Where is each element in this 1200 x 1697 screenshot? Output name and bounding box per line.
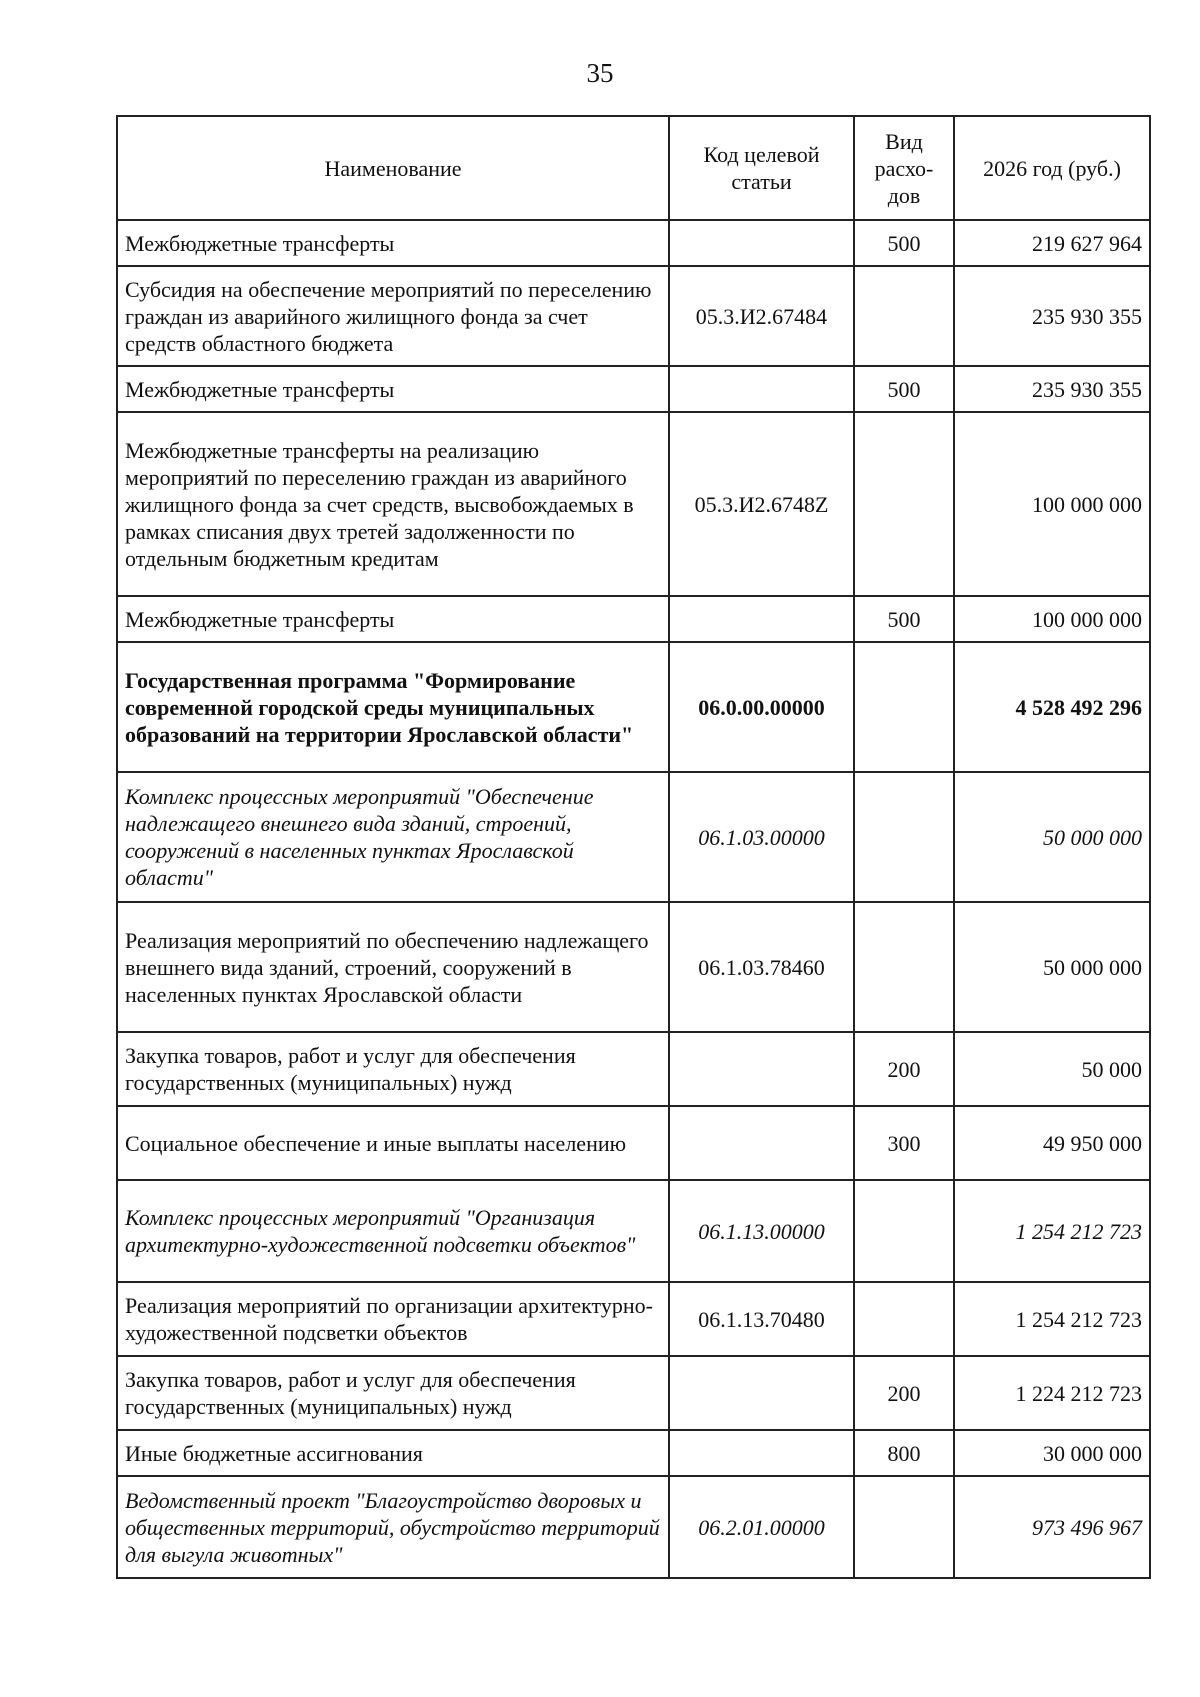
table-row bbox=[117, 1180, 1150, 1282]
cell-sum: 49 950 000 bbox=[954, 1106, 1150, 1180]
cell-sum: 219 627 964 bbox=[954, 220, 1150, 266]
table-row bbox=[117, 1476, 1150, 1578]
cell-kind: 800 bbox=[854, 1430, 954, 1476]
table-row bbox=[117, 1032, 1150, 1106]
cell-code: 05.3.И2.67484 bbox=[669, 266, 854, 366]
table-row bbox=[117, 642, 1150, 772]
table-row bbox=[117, 1106, 1150, 1180]
cell-code: 05.3.И2.6748Z bbox=[669, 412, 854, 596]
table-row bbox=[117, 266, 1150, 366]
cell-sum: 50 000 000 bbox=[954, 772, 1150, 902]
cell-name: Реализация мероприятий по обеспечению надлежащего внешнего вида зданий, строений, сооружений в населенных пунктах Ярославской области bbox=[117, 902, 669, 1032]
cell-code bbox=[669, 366, 854, 412]
table-row bbox=[117, 366, 1150, 412]
cell-name: Субсидия на обеспечение мероприятий по переселению граждан из аварийного жилищного фонда за счет средств областного бюджета bbox=[117, 266, 669, 366]
cell-kind: 500 bbox=[854, 596, 954, 642]
cell-name: Закупка товаров, работ и услуг для обеспечения государственных (муниципальных) нужд bbox=[117, 1356, 669, 1430]
cell-kind bbox=[854, 772, 954, 902]
header-name: Наименование bbox=[117, 116, 669, 220]
cell-sum: 100 000 000 bbox=[954, 596, 1150, 642]
cell-sum: 1 224 212 723 bbox=[954, 1356, 1150, 1430]
cell-kind bbox=[854, 412, 954, 596]
cell-code: 06.1.13.70480 bbox=[669, 1282, 854, 1356]
cell-sum: 973 496 967 bbox=[954, 1476, 1150, 1578]
table-row bbox=[117, 596, 1150, 642]
cell-sum: 4 528 492 296 bbox=[954, 642, 1150, 772]
cell-name: Закупка товаров, работ и услуг для обеспечения государственных (муниципальных) нужд bbox=[117, 1032, 669, 1106]
cell-name: Межбюджетные трансферты bbox=[117, 596, 669, 642]
cell-kind: 300 bbox=[854, 1106, 954, 1180]
cell-kind bbox=[854, 266, 954, 366]
cell-name: Социальное обеспечение и иные выплаты населению bbox=[117, 1106, 669, 1180]
header-kind: Вид расхо- дов bbox=[854, 116, 954, 220]
cell-code bbox=[669, 220, 854, 266]
cell-name: Иные бюджетные ассигнования bbox=[117, 1430, 669, 1476]
cell-code bbox=[669, 1430, 854, 1476]
cell-sum: 1 254 212 723 bbox=[954, 1180, 1150, 1282]
cell-kind bbox=[854, 642, 954, 772]
cell-kind bbox=[854, 1476, 954, 1578]
cell-code: 06.1.03.00000 bbox=[669, 772, 854, 902]
cell-kind: 500 bbox=[854, 366, 954, 412]
header-sum: 2026 год (руб.) bbox=[954, 116, 1150, 220]
cell-code bbox=[669, 1106, 854, 1180]
table-header bbox=[117, 116, 1150, 220]
cell-code: 06.1.13.00000 bbox=[669, 1180, 854, 1282]
table-row bbox=[117, 412, 1150, 596]
cell-code: 06.0.00.00000 bbox=[669, 642, 854, 772]
cell-name: Реализация мероприятий по организации архитектурно-художественной подсветки объектов bbox=[117, 1282, 669, 1356]
cell-name: Межбюджетные трансферты bbox=[117, 220, 669, 266]
cell-kind: 500 bbox=[854, 220, 954, 266]
table-row bbox=[117, 1430, 1150, 1476]
cell-code: 06.2.01.00000 bbox=[669, 1476, 854, 1578]
cell-kind: 200 bbox=[854, 1356, 954, 1430]
cell-sum: 50 000 bbox=[954, 1032, 1150, 1106]
cell-name: Комплекс процессных мероприятий "Организация архитектурно-художественной подсветки объектов" bbox=[117, 1180, 669, 1282]
table-row bbox=[117, 1282, 1150, 1356]
table-row bbox=[117, 220, 1150, 266]
cell-sum: 50 000 000 bbox=[954, 902, 1150, 1032]
cell-kind bbox=[854, 1180, 954, 1282]
cell-name: Комплекс процессных мероприятий "Обеспечение надлежащего внешнего вида зданий, строений, сооружений в населенных пунктах Ярославской области" bbox=[117, 772, 669, 902]
cell-name: Государственная программа "Формирование современной городской среды муниципальных образований на территории Ярославской области" bbox=[117, 642, 669, 772]
cell-name: Ведомственный проект "Благоустройство дворовых и общественных территорий, обустройство территорий для выгула животных" bbox=[117, 1476, 669, 1578]
cell-kind: 200 bbox=[854, 1032, 954, 1106]
table-body bbox=[117, 220, 1150, 1578]
cell-code bbox=[669, 596, 854, 642]
table-row bbox=[117, 1356, 1150, 1430]
cell-sum: 235 930 355 bbox=[954, 366, 1150, 412]
cell-kind bbox=[854, 1282, 954, 1356]
table-row bbox=[117, 772, 1150, 902]
cell-name: Межбюджетные трансферты bbox=[117, 366, 669, 412]
cell-kind bbox=[854, 902, 954, 1032]
cell-code: 06.1.03.78460 bbox=[669, 902, 854, 1032]
cell-sum: 1 254 212 723 bbox=[954, 1282, 1150, 1356]
cell-sum: 235 930 355 bbox=[954, 266, 1150, 366]
cell-sum: 30 000 000 bbox=[954, 1430, 1150, 1476]
budget-table bbox=[116, 115, 1151, 1579]
cell-sum: 100 000 000 bbox=[954, 412, 1150, 596]
page-number: 35 bbox=[586, 58, 614, 88]
cell-code bbox=[669, 1356, 854, 1430]
header-code: Код целевой статьи bbox=[669, 116, 854, 220]
cell-name: Межбюджетные трансферты на реализацию мероприятий по переселению граждан из аварийного жилищного фонда за счет средств, высвобождаемых в рамках списания двух третей задолженности по отдельным бюджетным кредитам bbox=[117, 412, 669, 596]
table-row bbox=[117, 902, 1150, 1032]
cell-code bbox=[669, 1032, 854, 1106]
